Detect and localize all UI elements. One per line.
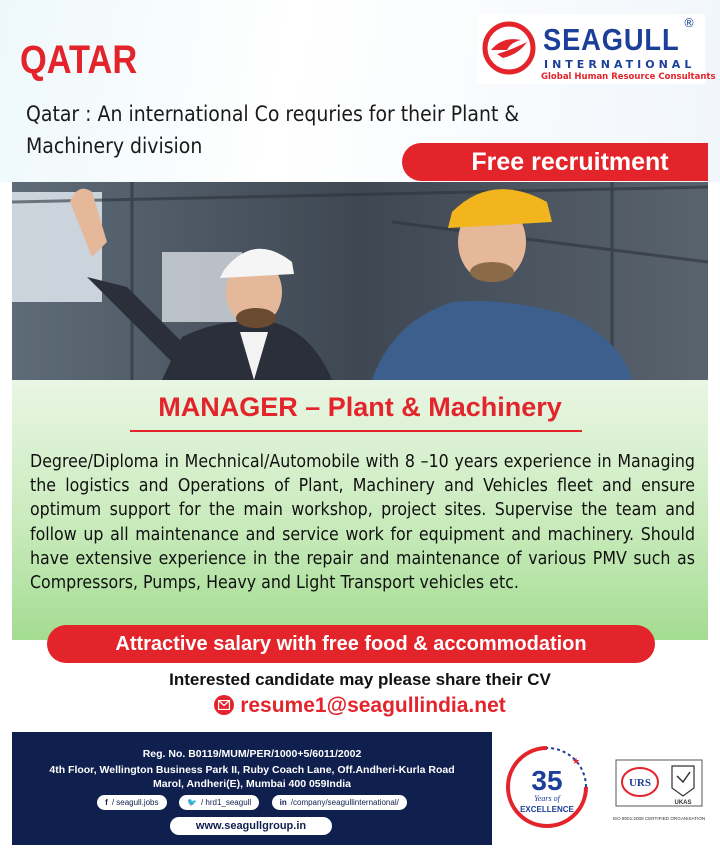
footer-panel [12,732,492,845]
email-row [0,694,720,718]
mail-icon [214,695,234,715]
twitter-icon: 🐦 [186,798,197,808]
social-label: /company/seagullinternational/ [290,798,399,808]
registered-mark: ® [683,16,695,30]
excellence-word: EXCELLENCE [520,805,574,814]
social-label: / hrd1_seagull [200,798,252,808]
excellence-number: 35 [531,765,563,796]
address-line-2: Marol, Andheri(E), Mumbai 400 059India [153,778,351,790]
logo-subtitle: INTERNATIONAL [544,58,696,71]
engineers-photo [12,182,708,380]
address-line-1: 4th Floor, Wellington Business Park II, Ruby Coach Lane, Off.Andheri-Kurla Road [49,764,455,776]
social-links [12,794,492,812]
linkedin-icon: in [279,798,287,808]
iso-certification [610,752,708,830]
title-underline [130,430,582,432]
excellence-badge [500,740,595,835]
excellence-small: Years of [534,794,560,803]
seagull-emblem-icon [481,20,537,76]
urs-mark: URS [628,777,652,789]
cert-caption: ISO 9001:2008 CERTIFIED ORGANISATION [612,816,706,821]
ukas-label: UKAS [674,800,692,806]
job-title: MANAGER – Plant & Machinery [158,392,562,422]
social-facebook[interactable] [97,795,166,810]
facebook-icon: f [105,798,108,808]
social-label: / seagull.jobs [111,798,159,808]
social-linkedin[interactable] [272,795,407,810]
website-link[interactable]: www.seagullgroup.in [170,817,332,835]
email-link[interactable]: resume1@seagullindia.net [240,694,506,717]
benefits-banner: Attractive salary with free food & accommodation [47,625,655,663]
logo-tagline: Global Human Resource Consultants [541,72,716,82]
job-description: Degree/Diploma in Mechnical/Automobile with 8 –10 years experience in Managing the logistics and Operations of Plant, Machinery and Vehicles fleet and ensure optimum support for the main workshop, project sites. Supervise the team and follow up all maintenance and service work for equipment and machinery. Should have extensive experience in the repair and maintenance of various PMV such as Compressors, Pumps, Heavy and Light Transport vehicles etc. [30,452,695,594]
company-logo [477,14,716,84]
apply-instructions: Interested candidate may please share their CV [169,670,551,689]
star-icon: ★ [572,757,581,767]
registration-number: Reg. No. B0119/MUM/PER/1000+5/6011/2002 [142,748,362,760]
free-recruitment-badge: Free recruitment [402,143,708,181]
social-twitter[interactable] [179,795,259,810]
logo-name: SEAGULL [543,22,680,57]
country-heading: QATAR [20,38,138,82]
intro-text: Qatar : An international Co requries for their Plant & Machinery division [26,102,520,158]
